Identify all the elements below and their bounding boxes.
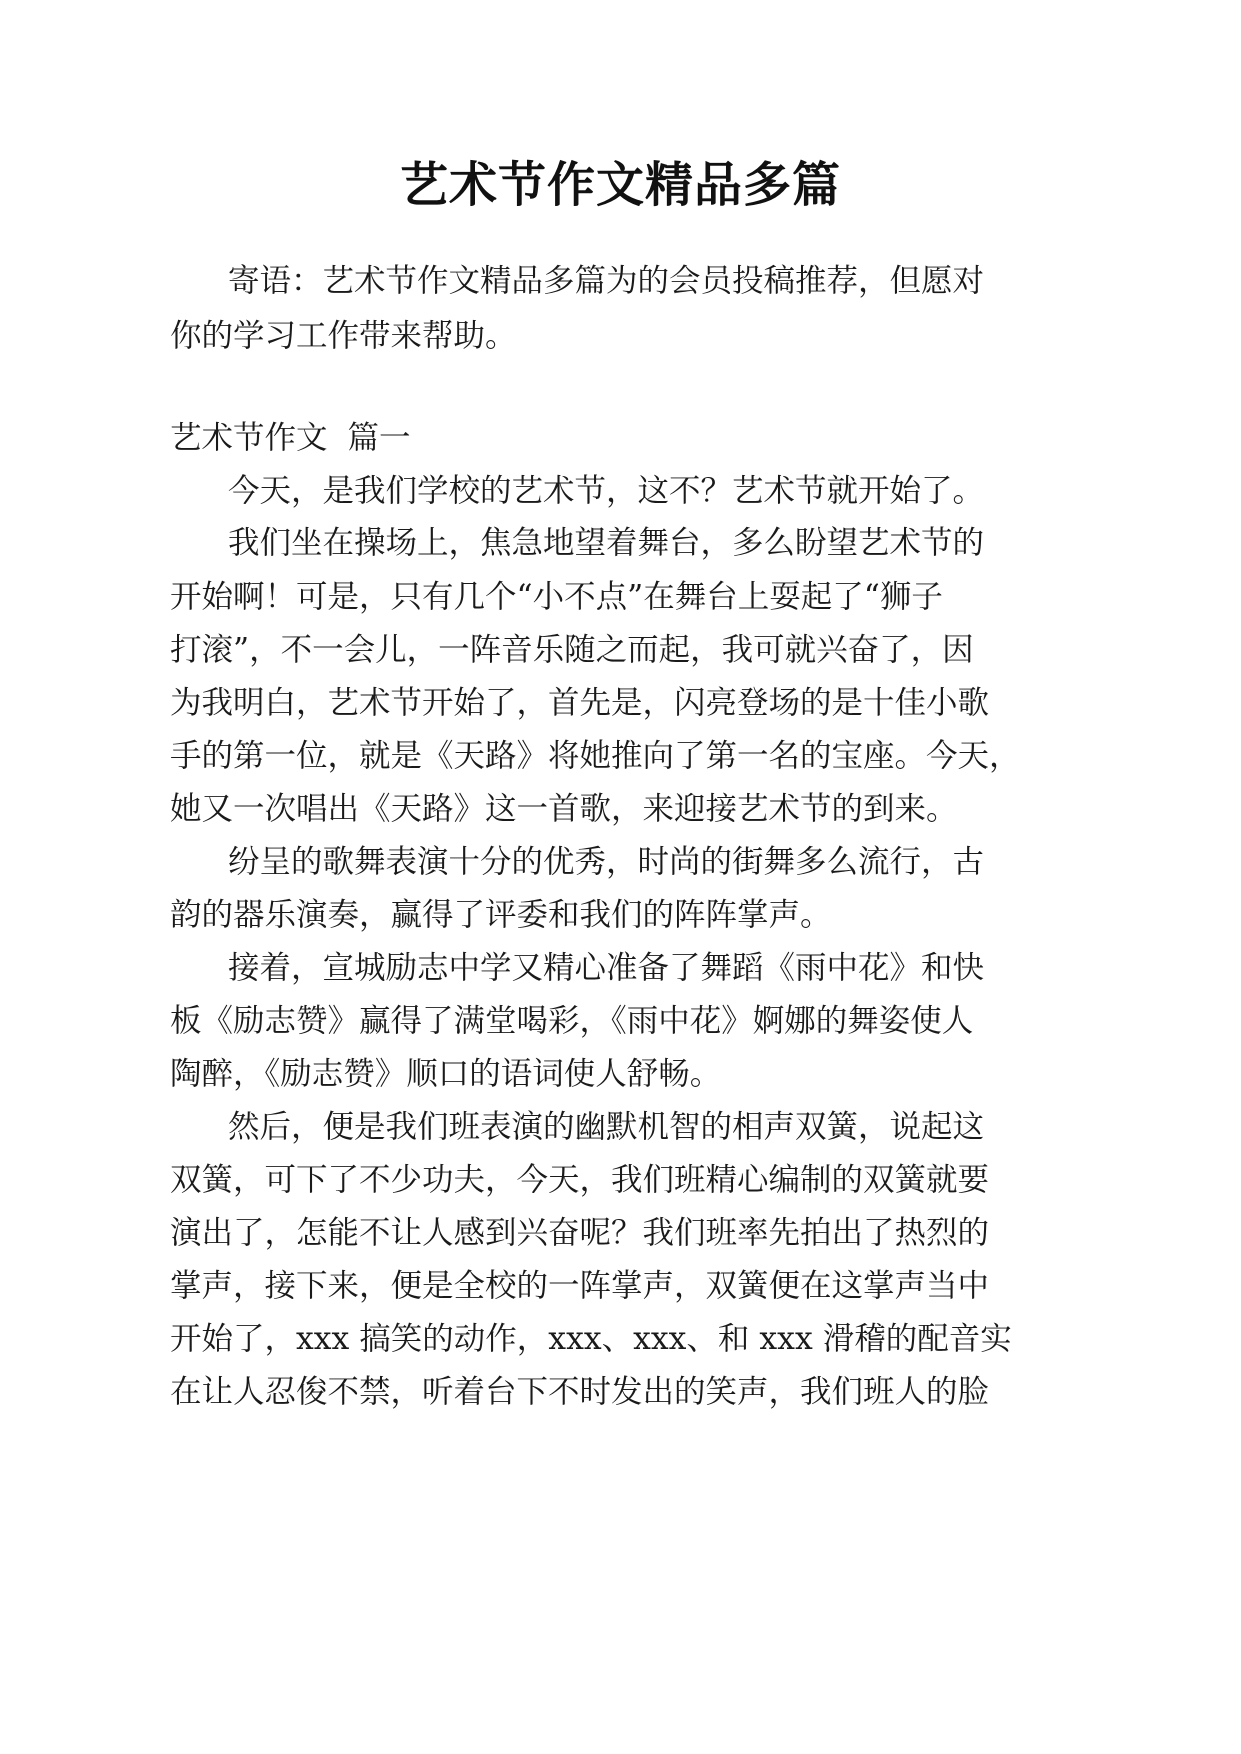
body-line: 我们坐在操场上，焦急地望着舞台，多么盼望艺术节的 (228, 525, 985, 561)
body-line: 为我明白，艺术节开始了，首先是，闪亮登场的是十佳小歌 (170, 685, 990, 721)
body-line: 接着，宣城励志中学又精心准备了舞蹈《雨中花》和快 (228, 950, 985, 986)
body-line: 陶醉，《励志赞》顺口的语词使人舒畅。 (170, 1056, 722, 1092)
body-line: 打滚”，不一会儿，一阵音乐随之而起，我可就兴奋了，因 (170, 632, 974, 668)
body-line: 掌声，接下来，便是全校的一阵掌声，双簧便在这掌声当中 (170, 1268, 990, 1304)
body-line: 开始啊！可是，只有几个“小不点”在舞台上耍起了“狮子 (170, 579, 943, 615)
body-line: 然后，便是我们班表演的幽默机智的相声双簧，说起这 (228, 1109, 985, 1145)
body-line: 演出了，怎能不让人感到兴奋呢？我们班率先拍出了热烈的 (170, 1215, 990, 1251)
body-line: 她又一次唱出《天路》这一首歌，来迎接艺术节的到来。 (170, 791, 958, 827)
body-line: 纷呈的歌舞表演十分的优秀，时尚的街舞多么流行，古 (228, 844, 985, 880)
section-heading: 艺术节作文 篇一 (170, 420, 411, 456)
body-line: 在让人忍俊不禁，听着台下不时发出的笑声，我们班人的脸 (170, 1374, 990, 1410)
body-line: 开始了，xxx 搞笑的动作，xxx、xxx、和 xxx 滑稽的配音实 (170, 1321, 1012, 1357)
body-line: 手的第一位，就是《天路》将她推向了第一名的宝座。今天， (170, 738, 1021, 774)
body-line: 今天，是我们学校的艺术节，这不？艺术节就开始了。 (228, 473, 985, 509)
body-line: 板《励志赞》赢得了满堂喝彩，《雨中花》婀娜的舞姿使人 (170, 1003, 974, 1039)
body-line: 韵的器乐演奏，赢得了评委和我们的阵阵掌声。 (170, 897, 832, 933)
body-line: 双簧，可下了不少功夫，今天，我们班精心编制的双簧就要 (170, 1162, 990, 1198)
intro-line: 寄语：艺术节作文精品多篇为的会员投稿推荐，但愿对 (228, 263, 985, 299)
intro-line: 你的学习工作带来帮助。 (170, 318, 517, 354)
document-title: 艺术节作文精品多篇 (399, 157, 841, 213)
